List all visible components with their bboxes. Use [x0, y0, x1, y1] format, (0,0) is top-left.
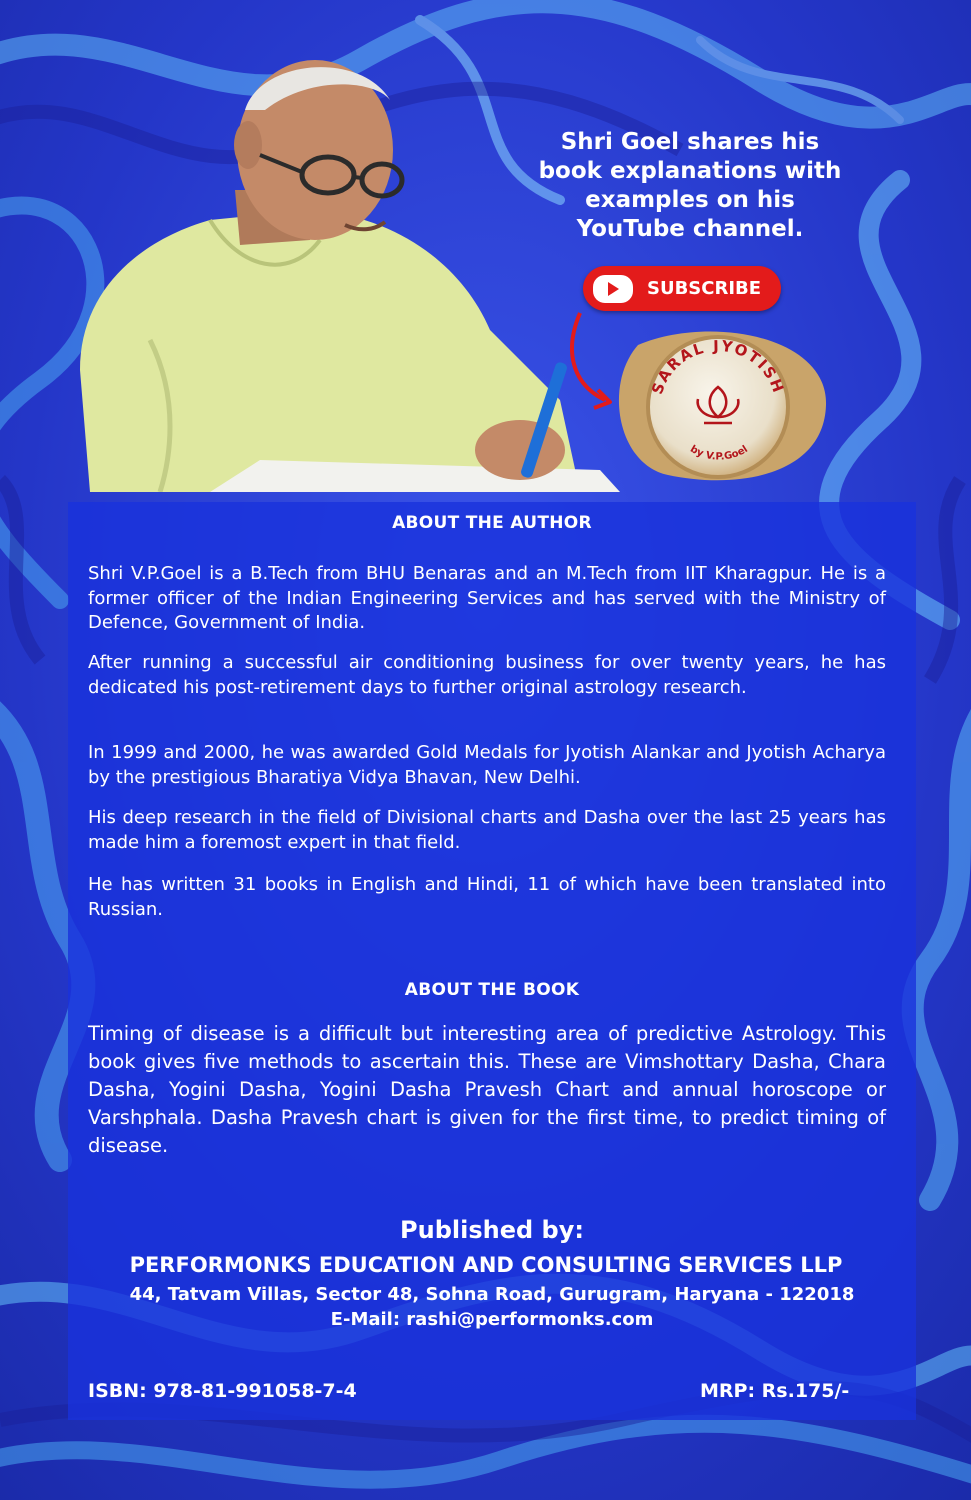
youtube-blurb [520, 128, 860, 244]
about-author-heading: ABOUT THE AUTHOR [392, 513, 592, 533]
author-photo [60, 40, 620, 492]
saral-jyotish-logo [608, 325, 830, 485]
youtube-blurb-line: YouTube channel. [576, 216, 804, 242]
publisher-email: E-Mail: rashi@performonks.com [330, 1309, 654, 1330]
youtube-play-icon [593, 275, 633, 303]
mrp-label: MRP: Rs.175/- [700, 1380, 850, 1402]
about-book-text: Timing of disease is a difficult but interesting area of predictive Astrology. This book gives five methods to ascertain this. These are Vimshottary Dasha, Chara Dasha, Yogini Dasha, Yogini Dasha Pravesh Chart and annual horoscope or Varshphala. Dasha Pravesh chart is given for the first time, to predict timing of disease. [88, 1022, 886, 1157]
isbn-label: ISBN: 978-81-991058-7-4 [88, 1380, 357, 1402]
content-panel [68, 502, 916, 1420]
youtube-blurb-line: Shri Goel shares his [560, 129, 820, 155]
publisher-address: 44, Tatvam Villas, Sector 48, Sohna Road, Gurugram, Haryana - 122018 [129, 1284, 855, 1305]
author-paragraph: Shri V.P.Goel is a B.Tech from BHU Benaras and an M.Tech from IIT Kharagpur. He is a former officer of the Indian Engineering Services and has served with the Ministry of Defence, Government of India. [88, 563, 886, 633]
subscribe-button[interactable] [583, 266, 781, 311]
logo-bottom-text: by V.P.Goel [688, 443, 750, 463]
author-paragraph: In 1999 and 2000, he was awarded Gold Medals for Jyotish Alankar and Jyotish Acharya by the prestigious Bharatiya Vidya Bhavan, New Delhi. [88, 742, 886, 788]
author-paragraph: He has written 31 books in English and Hindi, 11 of which have been translated into Russian. [88, 874, 886, 920]
published-by-title: Published by: [400, 1216, 584, 1244]
author-paragraph: His deep research in the field of Divisional charts and Dasha over the last 25 years has made him a foremost expert in that field. [88, 807, 886, 853]
youtube-blurb-line: examples on his [585, 187, 795, 213]
about-book-heading: ABOUT THE BOOK [404, 980, 580, 1000]
youtube-blurb-line: book explanations with [538, 158, 842, 184]
subscribe-label: SUBSCRIBE [647, 278, 762, 299]
author-paragraph: After running a successful air conditioning business for over twenty years, he has dedicated his post-retirement days to further original astrology research. [88, 652, 886, 698]
publisher-name: PERFORMONKS EDUCATION AND CONSULTING SERVICES LLP [129, 1253, 843, 1277]
logo-top-text: SARAL JYOTISH [648, 336, 788, 397]
